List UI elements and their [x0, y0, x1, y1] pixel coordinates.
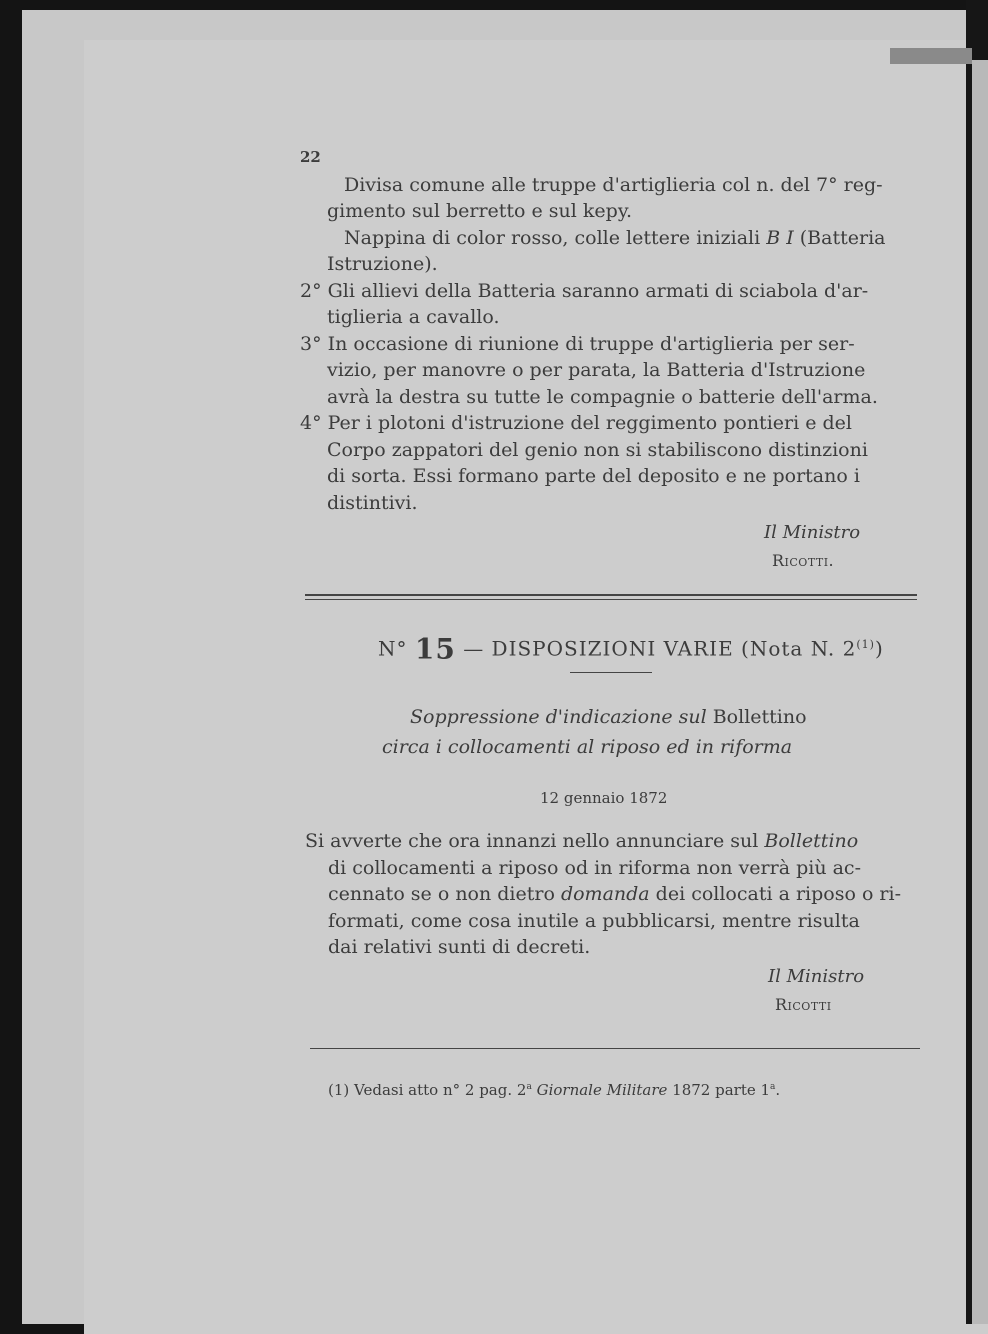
item-4-line-1: 4° Per i plotoni d'istruzione del reggimento pontieri e del	[300, 412, 852, 434]
footnote: (1) Vedasi atto n° 2 pag. 2$^a$ Giornale Militare 1872 parte 1$^a$.	[328, 1081, 781, 1099]
s1-line-1: Divisa comune alle truppe d'artiglieria col n. del 7° reg-	[344, 174, 883, 196]
s2-line-2: di collocamenti a riposo od in riforma non verrà più ac-	[328, 857, 861, 879]
s2-line-5: dai relativi sunti di decreti.	[328, 936, 591, 958]
s2-signature-name: Ricotti	[775, 995, 832, 1014]
separator-rule-bottom	[305, 599, 917, 600]
item-2-line-1: 2° Gli allievi della Batteria saranno armati di sciabola d'ar-	[300, 280, 869, 302]
s1-signature-name: Ricotti.	[772, 551, 835, 570]
s1-line-4: Istruzione).	[327, 253, 438, 275]
document-date: 12 gennaio 1872	[540, 789, 668, 807]
item-4-line-2: Corpo zappatori del genio non si stabiliscono distinzioni	[327, 439, 868, 461]
s1-line-2: gimento sul berretto e sul kepy.	[327, 200, 633, 222]
item-4-line-3: di sorta. Essi formano parte del deposito e ne portano i	[327, 465, 860, 487]
s2-line-1: Si avverte che ora innanzi nello annunciare sul Bollettino	[305, 830, 859, 852]
s2-line-4: formati, come cosa inutile a pubblicarsi, mentre risulta	[328, 910, 860, 932]
item-4-line-4: distintivi.	[327, 492, 418, 514]
item-3-line-1: 3° In occasione di riunione di truppe d'artiglieria per ser-	[300, 333, 855, 355]
item-3-line-2: vizio, per manovre o per parata, la Batteria d'Istruzione	[327, 359, 866, 381]
separator-rule-top	[305, 594, 917, 596]
page-fold-shadow	[890, 48, 972, 64]
subtitle-line-2: circa i collocamenti al riposo ed in riforma	[382, 736, 793, 758]
page-number: 22	[300, 148, 321, 166]
item-2-line-2: tiglieria a cavallo.	[327, 306, 500, 328]
heading-short-rule	[570, 672, 652, 673]
subtitle-line-1: Soppressione d'indicazione sul Bollettino	[410, 706, 807, 728]
next-page-edge	[972, 60, 988, 1324]
s1-signature-title: Il Ministro	[764, 522, 861, 543]
footnote-rule	[310, 1048, 920, 1049]
item-3-line-3: avrà la destra su tutte le compagnie o batterie dell'arma.	[327, 386, 878, 408]
s1-line-3: Nappina di color rosso, colle lettere iniziali B I (Batteria	[344, 227, 886, 249]
s2-line-3: cennato se o non dietro domanda dei collocati a riposo o ri-	[328, 883, 902, 905]
scan-border-top	[0, 0, 988, 10]
s2-signature-title: Il Ministro	[768, 966, 865, 987]
section-heading: N° 15 — DISPOSIZIONI VARIE (Nota N. 2$^{(1)}$)	[378, 632, 884, 666]
